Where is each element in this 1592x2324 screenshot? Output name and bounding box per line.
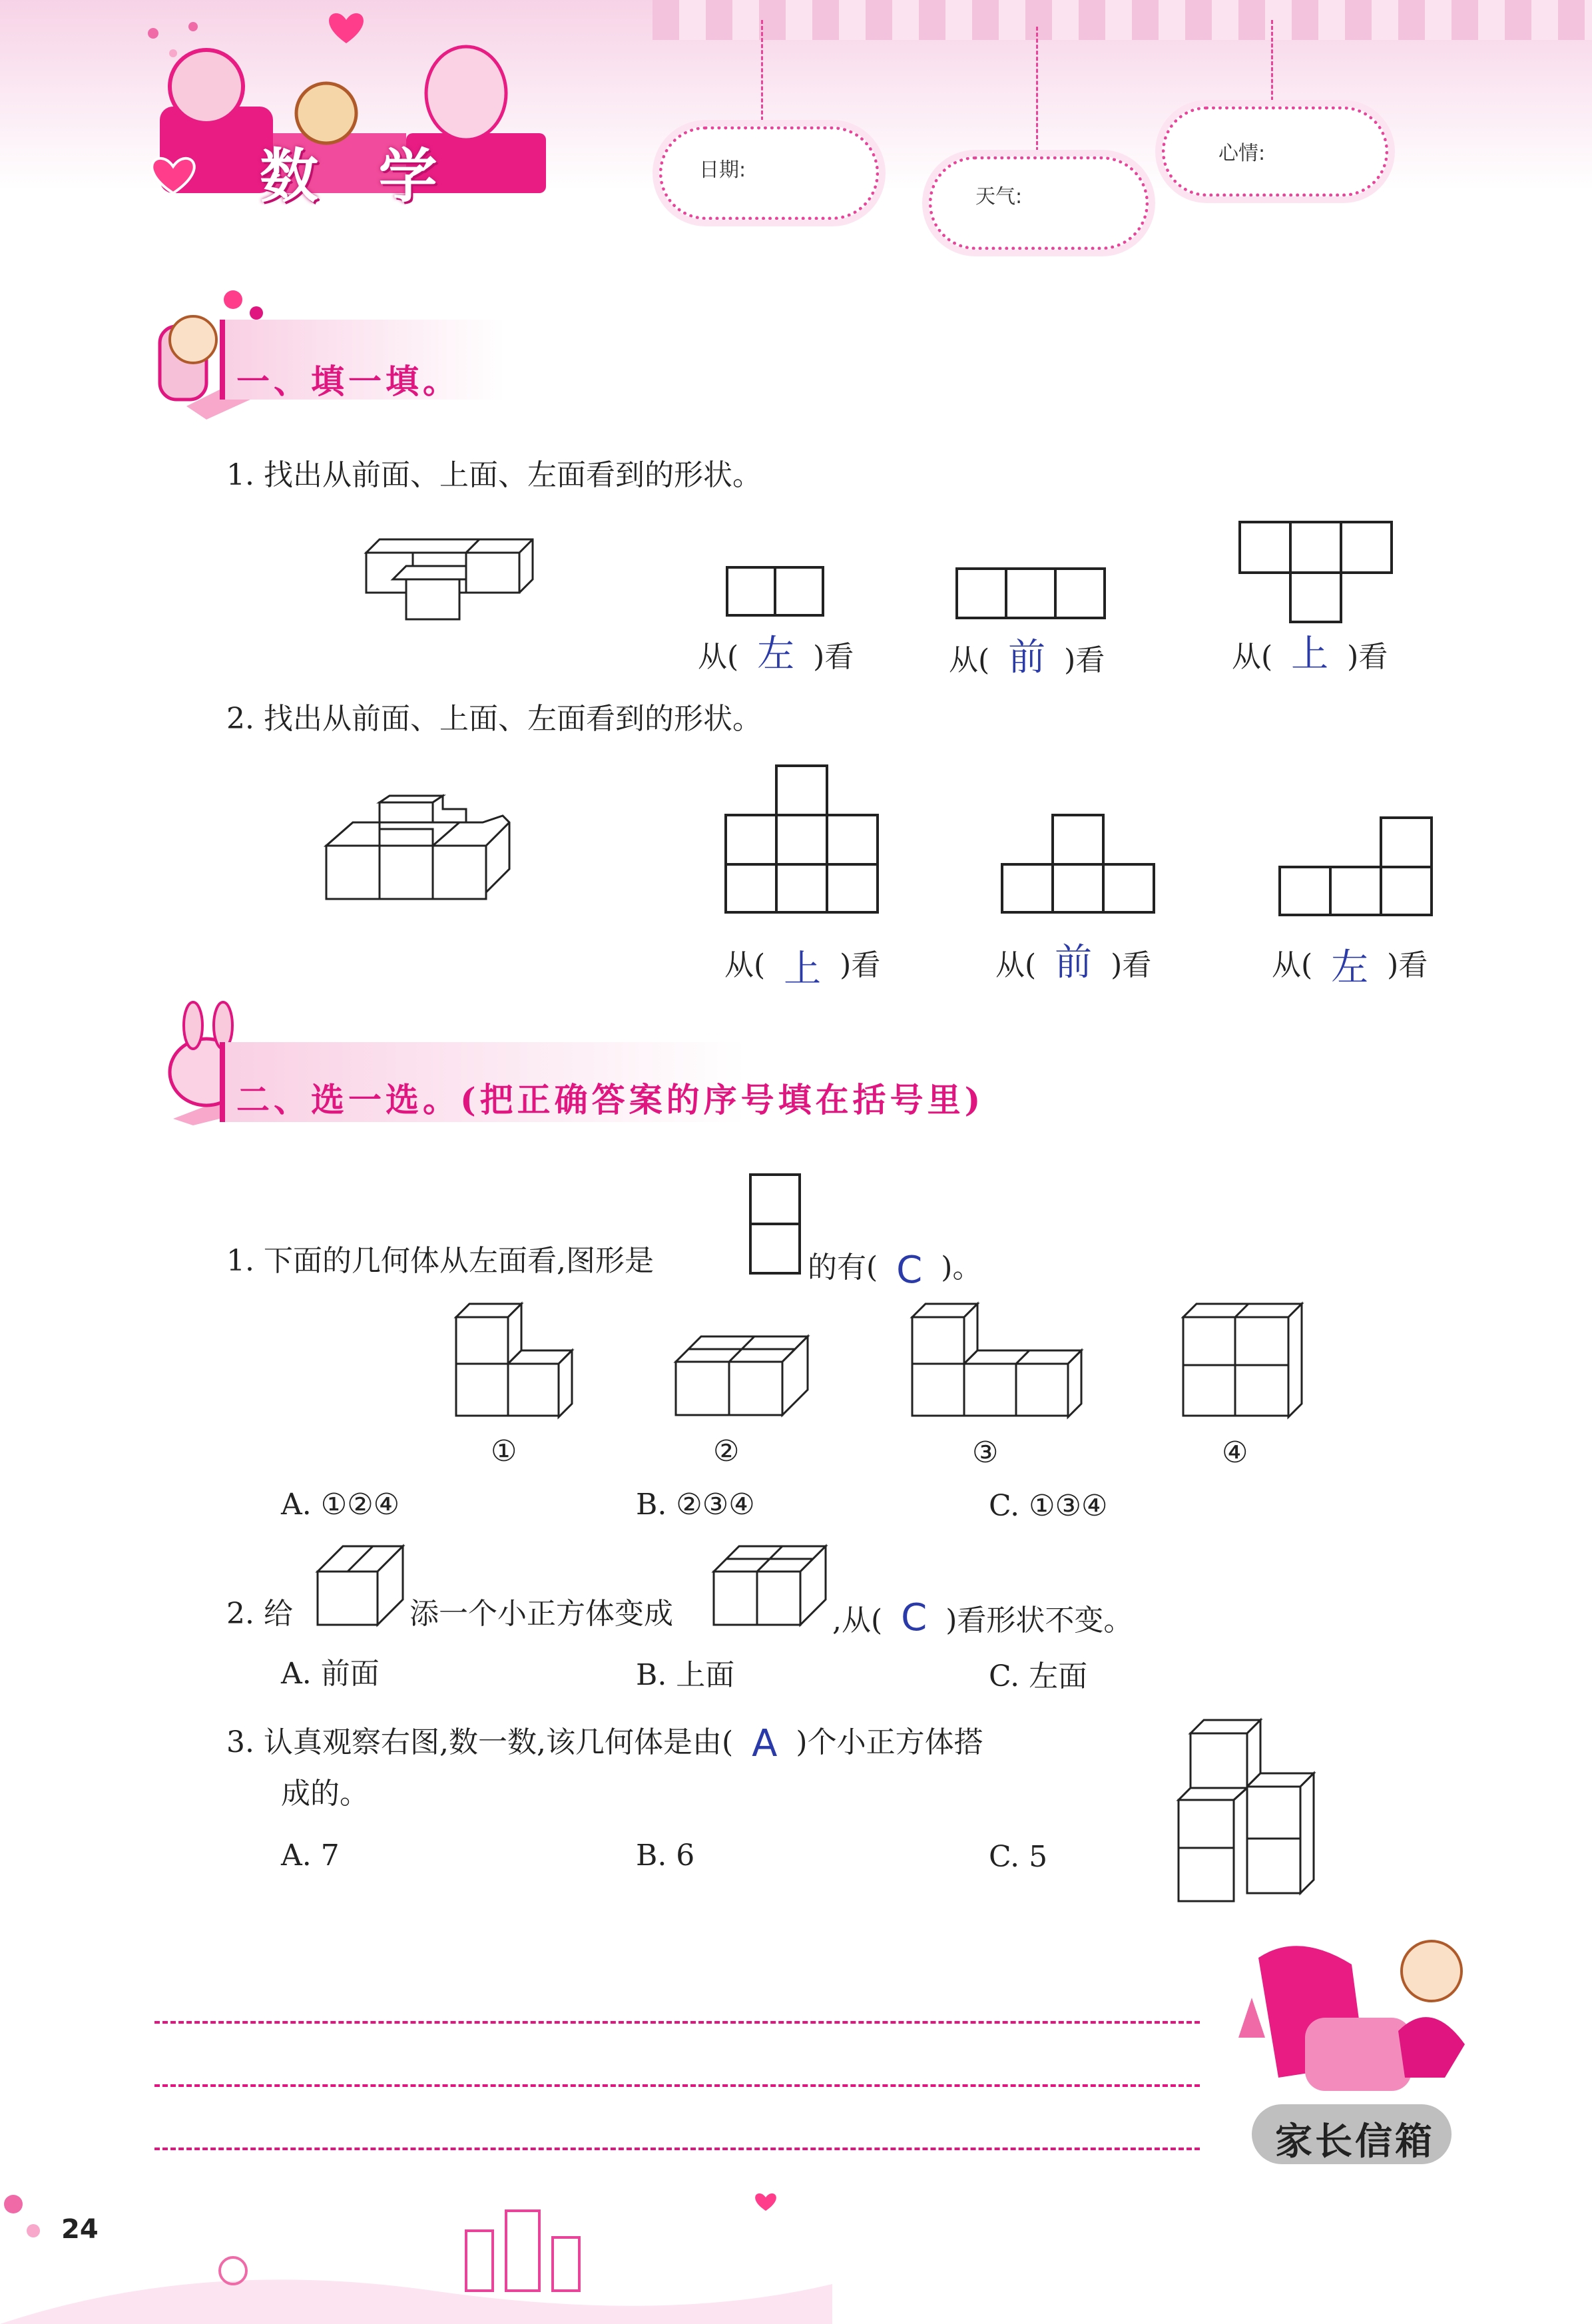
s1-q1-answer-2: 从( 前 )看 bbox=[949, 636, 1105, 679]
s2-q1-answer: C bbox=[896, 1249, 923, 1292]
s2-q1-solid-4 bbox=[1182, 1304, 1305, 1418]
s2-q1-text-after: 的有( C )。 bbox=[808, 1249, 982, 1292]
s2-q1-option-c: C. ①③④ bbox=[989, 1489, 1108, 1523]
s1-q1-view-2 bbox=[955, 567, 1109, 621]
date-label: 日期: bbox=[699, 158, 746, 182]
s2-q1-label-2: ② bbox=[713, 1434, 740, 1468]
s2-q1-solid-2 bbox=[674, 1335, 811, 1418]
parent-note-line-1[interactable] bbox=[154, 2021, 1200, 2024]
s1-q2-text: 2. 找出从前面、上面、左面看到的形状。 bbox=[226, 702, 762, 736]
s1-q1-text: 1. 找出从前面、上面、左面看到的形状。 bbox=[226, 458, 762, 492]
section2-title: 二、选一选。(把正确答案的序号填在括号里) bbox=[236, 1080, 985, 1119]
s1-q2-solid bbox=[326, 796, 513, 912]
s2-q1-inline-shape bbox=[749, 1173, 802, 1277]
s2-q1-label-1: ① bbox=[491, 1434, 517, 1468]
page-number: 24 bbox=[61, 2214, 99, 2245]
mood-cloud[interactable] bbox=[1162, 107, 1388, 196]
s1-q2-answer-2: 从( 前 )看 bbox=[995, 941, 1152, 984]
s2-q2-text-2: 添一个小正方体变成 bbox=[409, 1597, 673, 1631]
s2-q1-solid-3 bbox=[911, 1304, 1084, 1418]
s2-q2-shape-after bbox=[712, 1545, 829, 1628]
s1-q1-view-3 bbox=[1238, 521, 1395, 624]
parent-note-line-2[interactable] bbox=[154, 2084, 1200, 2087]
mood-label: 心情: bbox=[1218, 142, 1266, 165]
s2-q1-label-3: ③ bbox=[972, 1436, 999, 1470]
s2-q1-text-before: 1. 下面的几何体从左面看,图形是 bbox=[226, 1244, 654, 1278]
s2-q3-text-2: 成的。 bbox=[281, 1777, 369, 1811]
s2-q1-option-b: B. ②③④ bbox=[636, 1488, 755, 1522]
s2-q2-option-c: C. 左面 bbox=[989, 1659, 1088, 1693]
s2-q2-answer: C bbox=[901, 1596, 928, 1639]
s1-q2-answer-1: 从( 上 )看 bbox=[724, 948, 881, 991]
mailbox-illustration bbox=[1218, 1918, 1485, 2118]
header-stripe bbox=[653, 0, 1592, 40]
s2-q1-option-a: A. ①②④ bbox=[281, 1488, 400, 1522]
s2-q3-answer: A bbox=[752, 1722, 778, 1765]
s1-q2-answer-3: 从( 左 )看 bbox=[1272, 946, 1428, 990]
s2-q3-option-c: C. 5 bbox=[989, 1840, 1048, 1874]
s1-q2-view-2 bbox=[1001, 814, 1157, 915]
weather-label: 天气: bbox=[975, 185, 1023, 208]
heart-icon bbox=[755, 2193, 776, 2211]
s2-q3-option-b: B. 6 bbox=[636, 1839, 695, 1873]
footer-decoration bbox=[0, 2158, 832, 2324]
weather-cloud[interactable] bbox=[929, 156, 1149, 250]
mailbox-label[interactable]: 家长信箱 bbox=[1275, 2120, 1435, 2164]
s2-q1-label-4: ④ bbox=[1222, 1436, 1248, 1470]
s2-q3-solid bbox=[1177, 1720, 1317, 1903]
s2-q3-option-a: A. 7 bbox=[281, 1839, 340, 1873]
subject-title: 数 学 bbox=[260, 141, 457, 210]
s2-q2-option-b: B. 上面 bbox=[636, 1658, 735, 1692]
s2-q3-text-1: 3. 认真观察右图,数一数,该几何体是由( A )个小正方体搭 bbox=[226, 1722, 983, 1765]
s2-q2-option-a: A. 前面 bbox=[281, 1657, 380, 1691]
s1-q2-view-3 bbox=[1278, 816, 1436, 918]
date-cloud[interactable] bbox=[659, 127, 879, 220]
s1-q1-answer-3: 从( 上 )看 bbox=[1232, 633, 1388, 676]
s1-q2-view-1 bbox=[724, 764, 881, 914]
section1-title: 一、填一填。 bbox=[236, 362, 460, 401]
s1-q1-view-1 bbox=[726, 566, 826, 619]
s1-q1-answer-1: 从( 左 )看 bbox=[698, 633, 854, 676]
parent-note-line-3[interactable] bbox=[154, 2148, 1200, 2150]
s2-q2-text-1: 2. 给 bbox=[226, 1597, 293, 1631]
s2-q2-shape-before bbox=[316, 1545, 406, 1628]
s1-q1-solid bbox=[366, 533, 533, 619]
s2-q1-solid-1 bbox=[455, 1304, 575, 1418]
s2-q2-text-3: ,从( C )看形状不变。 bbox=[832, 1596, 1133, 1639]
